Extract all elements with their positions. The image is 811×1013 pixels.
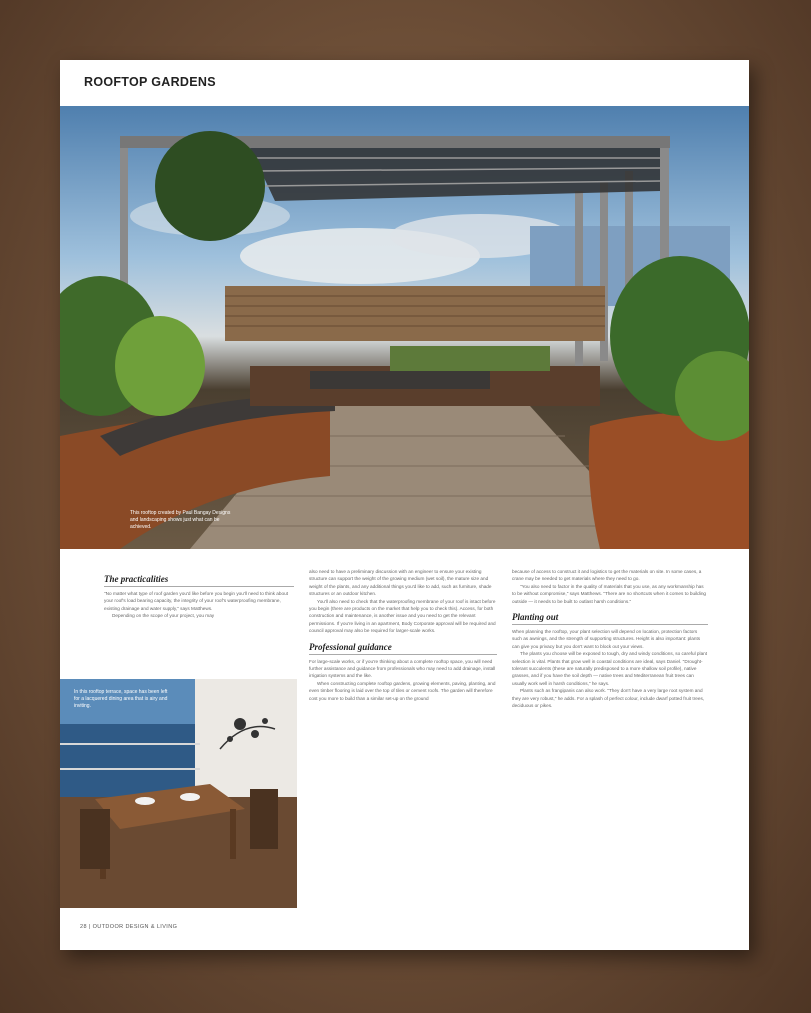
paragraph: because of access to construct it and logistics to get the materials on site. In some cases, a crane may be needed to get materials where they need to go. <box>512 569 702 582</box>
heading-planting-out: Planting out <box>512 612 708 625</box>
paragraph: "You also need to factor in the quality of materials that you use, as any workmanship has to be without compromise," says Matthews. "There are no shortcuts when it comes to building outside — it needs to be built to outlast harsh conditions." <box>512 583 707 604</box>
heading-practicalities: The practicalities <box>104 574 294 587</box>
inset-caption: In this rooftop terrace, space has been left for a lacquered dining area that is airy and inviting. <box>74 689 168 709</box>
paragraph: "No matter what type of roof garden you'd like before you begin you'll need to think about your roof's load bearing capacity, the integrity of your roof's waterproofing membrane, existing drainage and water supply," says Matthews. <box>104 591 289 611</box>
hero-photo <box>60 106 749 549</box>
hero-caption: This rooftop created by Paul Bangay Designs and landscaping shows just what can be achieved. <box>130 510 231 530</box>
dining-photo <box>60 679 297 908</box>
paragraph: Plants such as frangipanis can also work. "They don't have a very large root system and they are very robust," he adds. For a splash of perfect colour, include dwarf potted fruit trees, deciduous or pikes. <box>512 688 705 709</box>
paragraph: You'll also need to check that the waterproofing membrane of your roof is intact before you begin (there are products on the market that help you to check this). Access, for both construction and maintenance, is another issue and you need to get the relevant permissions. If you're living in an apartment, Body Corporate approval will be required and council approval may also be required for larger-scale works. <box>309 598 496 634</box>
paragraph: The plants you choose will be exposed to tough, dry and windy conditions, so careful plant selection is vital. Plants that grow well in coastal conditions are ideal, says Daniel. "Drought-tolerant succulents (these are naturally predisposed to a more shallow soil profile), native grasses, and if you have the soil depth — native trees and Mediterranean fruit trees can usually work well in harsh conditions," he says. <box>512 651 708 686</box>
magazine-page <box>60 60 749 950</box>
paragraph: When planning the rooftop, your plant selection will depend on location, protection factors such as awnings, and the strength of supporting structures. Height is also important: plants can give you privacy but you don't want to block out your views. <box>512 629 701 649</box>
paragraph: When constructing complete rooftop gardens, growing elements, paving, planting, and even timber flooring is laid over the top of tiles or cement roofs. The garden will therefore cost you more to build than a similar set-up on the ground <box>309 680 496 701</box>
page-footer: 28 | OUTDOOR DESIGN & LIVING <box>80 924 178 930</box>
paragraph: Depending on the scope of your project, you may <box>112 613 215 619</box>
heading-professional-guidance: Professional guidance <box>309 642 497 655</box>
paragraph: also need to have a preliminary discussion with an engineer to ensure your existing structure can support the weight of the growing medium (wet soil), the mature size and weight of the plants, and any additional things you'd like to add, such as furniture, shade structures or an outdoor kitchen. <box>309 569 492 597</box>
column-2 <box>309 568 497 702</box>
column-3 <box>512 568 708 710</box>
column-1 <box>104 574 294 620</box>
section-title: ROOFTOP GARDENS <box>84 75 216 89</box>
paragraph: For large-scale works, or if you're thinking about a complete rooftop space, you will need further assistance and guidance from professionals who may need to add drainage, install irrigation systems and the like. <box>309 658 496 679</box>
